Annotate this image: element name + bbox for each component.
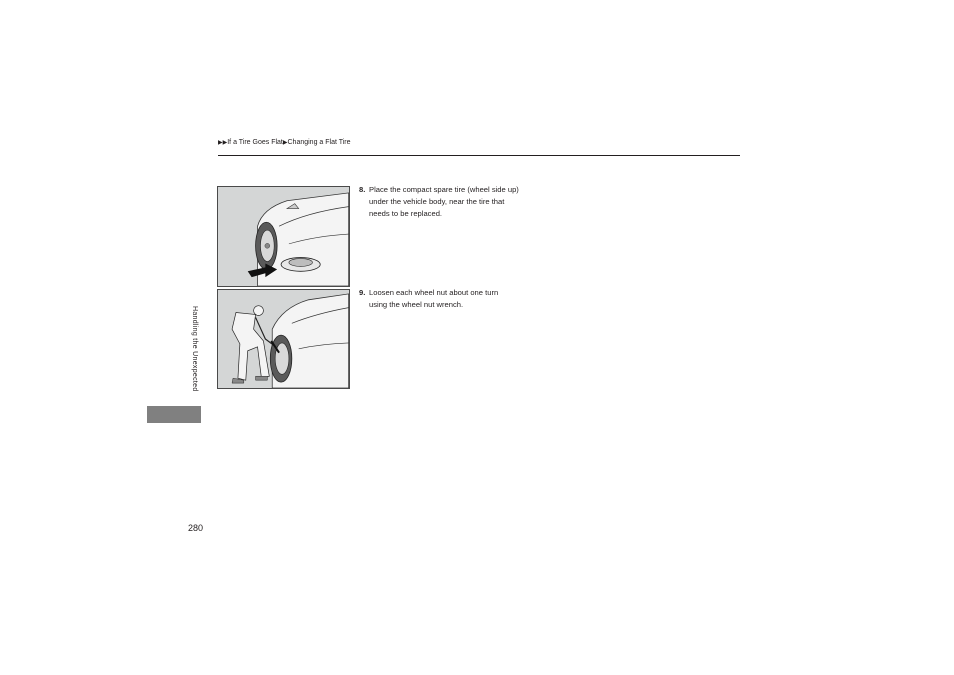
step-text-line: Loosen each wheel nut about one turn: [369, 288, 499, 297]
spare-tire-placement-illustration: [217, 186, 350, 287]
breadcrumb: [218, 138, 351, 148]
step-text-line: under the vehicle body, near the tire that: [369, 197, 505, 206]
step-text-line: using the wheel nut wrench.: [369, 300, 464, 309]
step-text-line: needs to be replaced.: [369, 209, 443, 218]
header-rule: [218, 155, 740, 156]
step-8: [359, 184, 559, 220]
step-text-line: Place the compact spare tire (wheel side up): [369, 185, 519, 194]
person-wrench-car-icon: [218, 290, 349, 388]
loosen-wheel-nuts-illustration: [217, 289, 350, 389]
step-number: 9.: [359, 288, 366, 297]
breadcrumb-separator-icon: ▶: [282, 140, 288, 146]
car-spare-tire-icon: [218, 187, 349, 286]
breadcrumb-section[interactable]: If a Tire Goes Flat: [227, 139, 283, 146]
chapter-side-label: Handling the Unexpected: [191, 306, 198, 392]
chapter-tab[interactable]: [147, 406, 201, 423]
breadcrumb-arrows-icon: ▶▶: [218, 140, 228, 146]
breadcrumb-page: Changing a Flat Tire: [287, 139, 351, 146]
step-9: [359, 287, 559, 311]
page-number: 280: [188, 523, 204, 533]
step-number: 8.: [359, 185, 366, 194]
